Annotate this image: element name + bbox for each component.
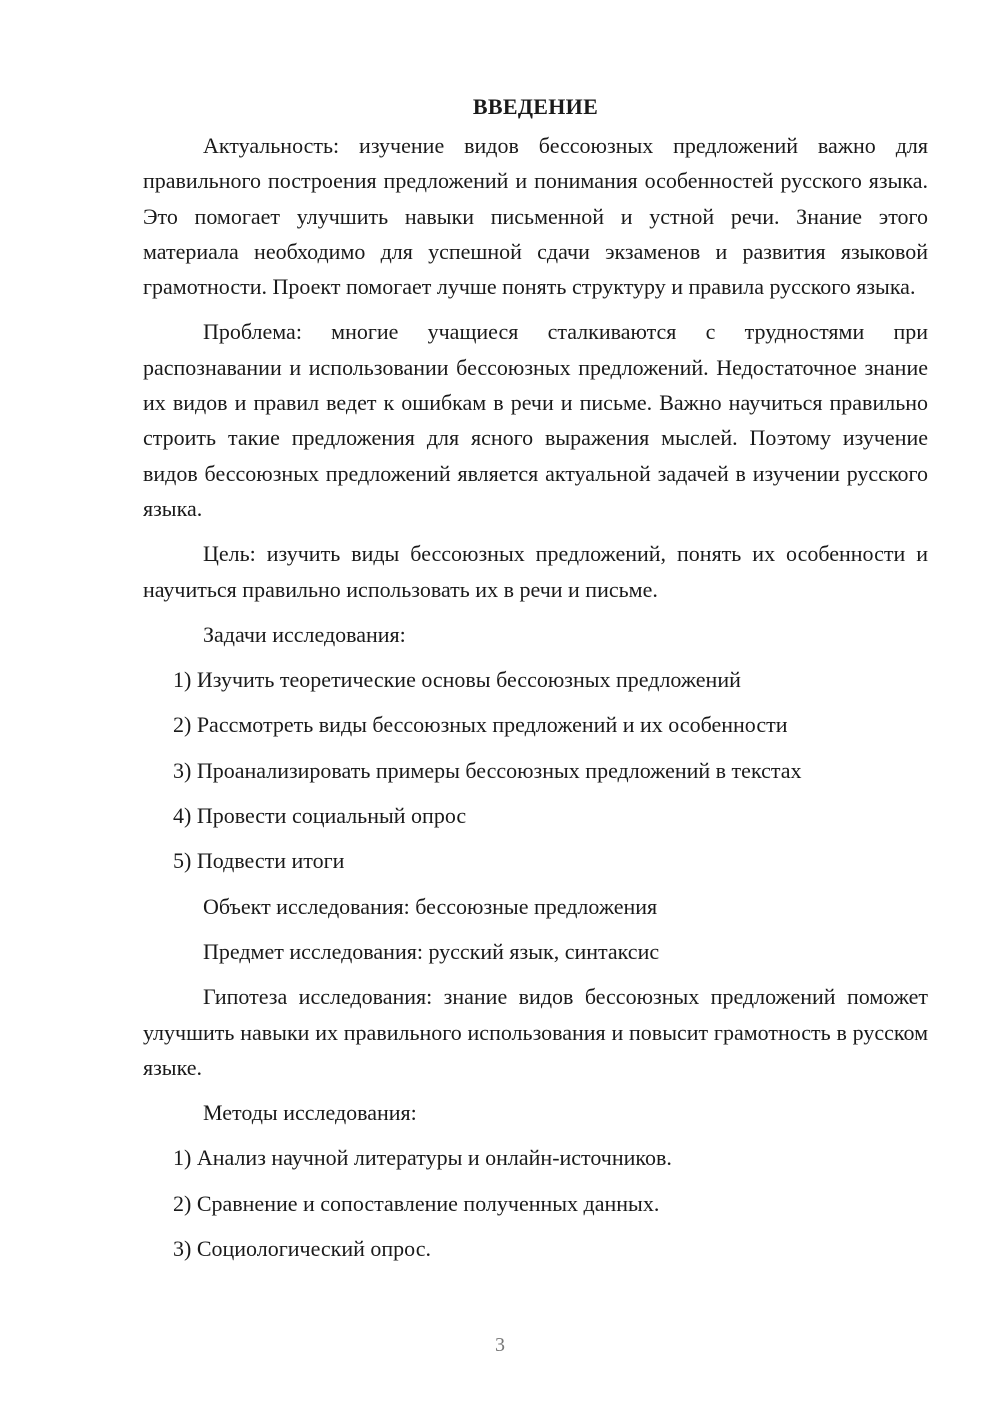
hypothesis-paragraph: Гипотеза исследования: знание видов бессоюзных предложений поможет улучшить навыки их правильного использования и повысит грамотность в русском языке.	[143, 984, 928, 1080]
methods-list	[143, 1140, 928, 1266]
list-item: 3) Проанализировать примеры бессоюзных предложений в текстах	[173, 757, 802, 783]
page-number: 3	[495, 1334, 505, 1356]
methods-heading: Методы исследования:	[203, 1100, 417, 1126]
problem-paragraph: Проблема: многие учащиеся сталкиваются с трудностями при распознавании и использовании бессоюзных предложений. Недостаточное знание их видов и правил ведет к ошибкам в речи и письме. Важно научиться правильно строить такие предложения для ясного выражения мыслей. Поэтому изучение видов бессоюзных предложений является актуальной задачей в изучении русского языка.	[143, 319, 928, 521]
object-line: Объект исследования: бессоюзные предложения	[203, 893, 658, 919]
page-title: ВВЕДЕНИЕ	[472, 94, 599, 119]
subject-line: Предмет исследования: русский язык, синтаксис	[203, 938, 660, 964]
list-item: 1) Изучить теоретические основы бессоюзных предложений	[173, 667, 741, 693]
goal-paragraph: Цель: изучить виды бессоюзных предложений, понять их особенности и научиться правильно использовать их в речи и письме.	[143, 541, 928, 602]
list-item: 2) Рассмотреть виды бессоюзных предложений и их особенности	[173, 712, 788, 738]
tasks-heading: Задачи исследования:	[203, 621, 406, 647]
list-item: 2) Сравнение и сопоставление полученных данных.	[173, 1190, 660, 1216]
document-page	[143, 92, 928, 1276]
list-item: 3) Социологический опрос.	[173, 1236, 431, 1262]
tasks-list	[143, 662, 928, 878]
list-item: 4) Провести социальный опрос	[173, 803, 467, 829]
list-item: 1) Анализ научной литературы и онлайн-источников.	[173, 1145, 672, 1171]
relevance-paragraph: Актуальность: изучение видов бессоюзных предложений важно для правильного построения предложений и понимания особенностей русского языка. Это помогает улучшить навыки письменной и устной речи. Знание этого материала необходимо для успешной сдачи экзаменов и развития языковой грамотности. Проект помогает лучше понять структуру и правила русского языка.	[143, 133, 928, 300]
list-item: 5) Подвести итоги	[173, 848, 345, 874]
